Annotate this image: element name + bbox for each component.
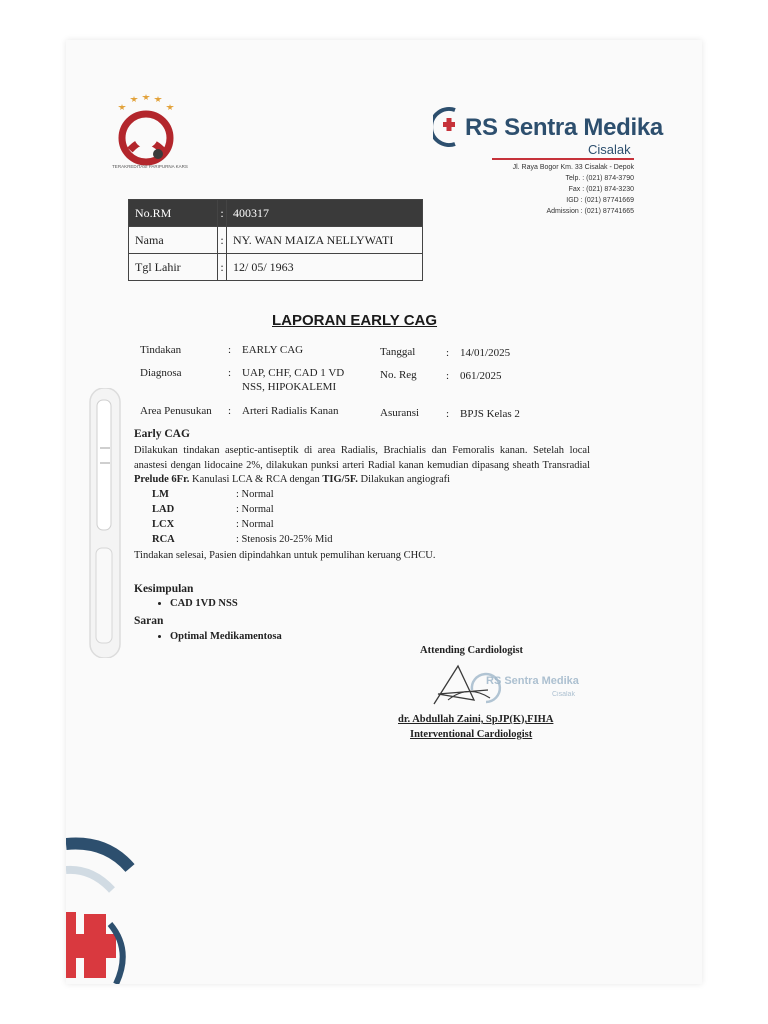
- doctor-name: dr. Abdullah Zaini, SpJP(K),FIHA: [398, 714, 554, 725]
- insurance-value: BPJS Kelas 2: [460, 408, 520, 420]
- catheter-name: TIG/5F.: [322, 474, 358, 485]
- colon: :: [228, 405, 232, 417]
- closing-note: Tindakan selesai, Pasien dipindahkan untuk pemulihan keruang CHCU.: [134, 550, 436, 561]
- stamp-subtitle: Cisalak: [552, 691, 575, 698]
- colon: :: [228, 344, 232, 356]
- procedure-description: [134, 444, 590, 488]
- table-row: No.RM : 400317: [129, 200, 423, 227]
- name-value: NY. WAN MAIZA NELLYWATI: [227, 227, 423, 254]
- finding-row: RCA : Stenosis 20-25% Mid: [152, 534, 333, 545]
- procedure-label: Tindakan: [140, 344, 182, 356]
- diagnosis-value-line1: UAP, CHF, CAD 1 VD: [242, 367, 345, 379]
- hospital-name: RS Sentra Medika: [465, 114, 663, 141]
- report-title: LAPORAN EARLY CAG: [272, 312, 438, 329]
- emergency-line: IGD : (021) 87741669: [566, 197, 634, 204]
- signature-handwriting: [428, 660, 498, 712]
- stamp-title: RS Sentra Medika: [486, 675, 579, 687]
- procedure-value: EARLY CAG: [242, 344, 304, 356]
- attending-cardiologist-label: Attending Cardiologist: [420, 645, 523, 656]
- section-heading: Early CAG: [134, 428, 190, 440]
- sheath-name: Prelude 6Fr.: [134, 474, 190, 485]
- finding-row: LM : Normal: [152, 489, 274, 500]
- birthdate-label: Tgl Lahir: [129, 254, 218, 281]
- puncture-area-value: Arteri Radialis Kanan: [242, 405, 339, 417]
- date-label: Tanggal: [380, 346, 416, 358]
- finding-row: LCX : Normal: [152, 519, 274, 530]
- procedure-text: Dilakukan tindakan aseptic-antiseptik di area Radialis, Brachialis dan Femoralis kanan. Setelah local anastesi dengan lidocaine 2%, dilakukan punksi arteri Radial kanan kemudian dipasang sheath Transradial: [134, 445, 590, 471]
- colon: :: [446, 347, 450, 359]
- table-row: Tgl Lahir : 12/ 05/ 1963: [129, 254, 423, 281]
- date-value: 14/01/2025: [460, 347, 511, 359]
- procedure-text: Kanulasi LCA & RCA dengan: [189, 474, 323, 485]
- recommendation-list: [136, 631, 282, 642]
- registration-value: 061/2025: [460, 370, 502, 382]
- fax-line: Fax : (021) 874-3230: [568, 186, 634, 193]
- list-item: • CAD 1VD NSS: [170, 598, 238, 609]
- findings-list: [152, 489, 333, 549]
- name-label: Nama: [129, 227, 218, 254]
- admission-line: Admission : (021) 87741665: [546, 208, 634, 215]
- corner-logo-watermark: [66, 830, 166, 984]
- hospital-cross-icon: [433, 104, 463, 150]
- finding-row: LAD : Normal: [152, 504, 274, 515]
- patient-info-table: [128, 199, 423, 281]
- binder-clip: [86, 388, 124, 658]
- accreditation-text: TERAKREDITASI PARIPURNA KARS: [112, 164, 188, 169]
- hospital-address: [470, 162, 634, 217]
- diagnosis-label: Diagnosa: [140, 367, 182, 379]
- medical-record-value: 400317: [227, 200, 423, 227]
- list-item: • Optimal Medikamentosa: [170, 631, 282, 642]
- colon: :: [446, 370, 450, 382]
- registration-label: No. Reg: [380, 369, 417, 381]
- birthdate-value: 12/ 05/ 1963: [227, 254, 423, 281]
- phone-line: Telp. : (021) 874-3790: [565, 175, 634, 182]
- colon: :: [446, 408, 450, 420]
- hospital-branch: Cisalak: [588, 142, 631, 157]
- table-row: Nama : NY. WAN MAIZA NELLYWATI: [129, 227, 423, 254]
- puncture-area-label: Area Penusukan: [140, 405, 212, 417]
- accreditation-logo: [108, 92, 180, 172]
- conclusion-heading: Kesimpulan: [134, 583, 194, 595]
- recommendation-heading: Saran: [134, 615, 164, 627]
- diagnosis-value-line2: NSS, HIPOKALEMI: [242, 381, 337, 393]
- conclusion-list: [136, 598, 238, 609]
- insurance-label: Asuransi: [380, 407, 420, 419]
- doctor-title: Interventional Cardiologist: [410, 729, 533, 740]
- medical-record-label: No.RM: [129, 200, 218, 227]
- colon: :: [228, 367, 232, 379]
- procedure-text: Dilakukan angiografi: [357, 474, 451, 485]
- address-line: Jl. Raya Bogor Km. 33 Cisalak - Depok: [512, 164, 634, 171]
- header-divider: [492, 158, 634, 160]
